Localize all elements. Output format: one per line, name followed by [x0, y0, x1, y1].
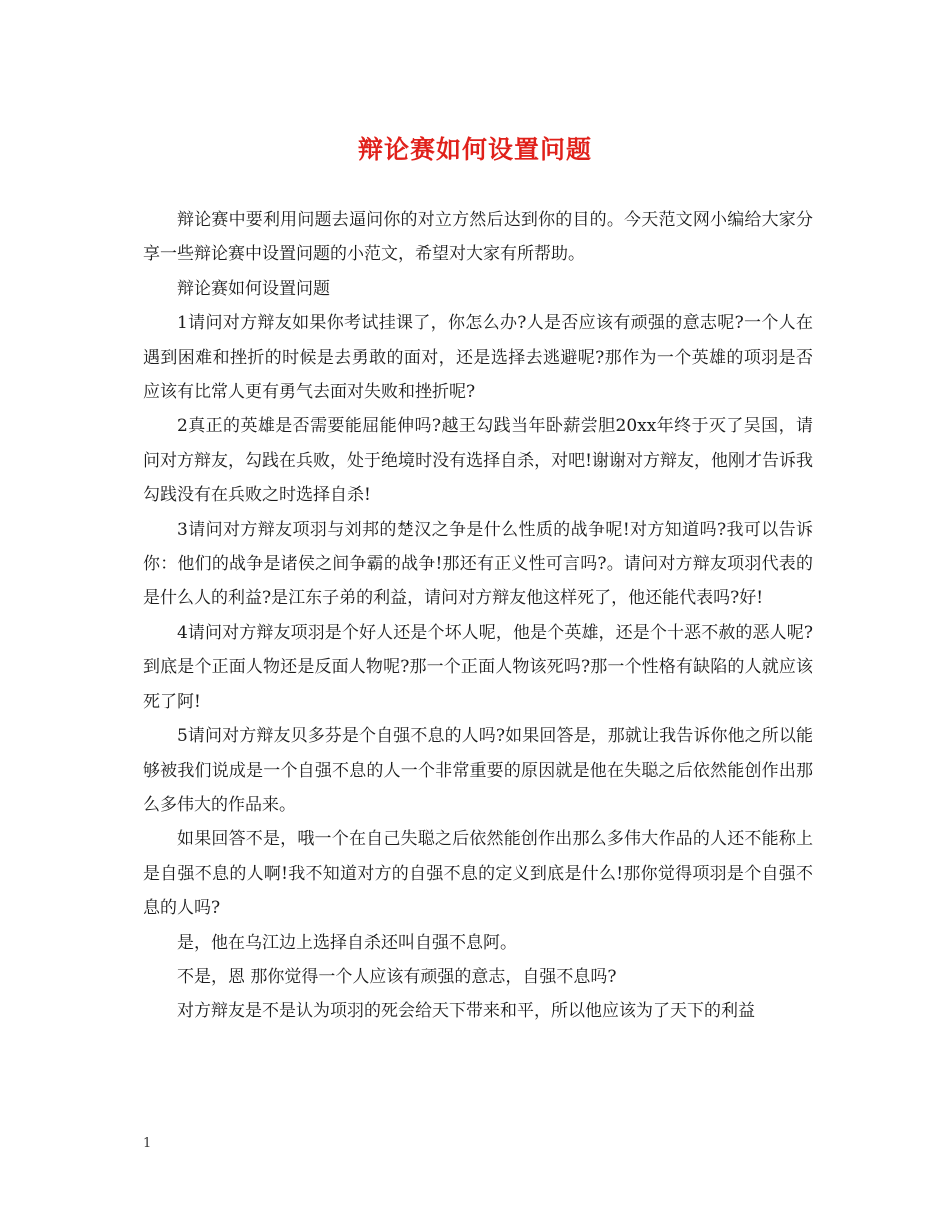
paragraph-question-1: 1请问对方辩友如果你考试挂课了，你怎么办?人是否应该有顽强的意志呢?一个人在遇到困难和挫折的时候是去勇敢的面对，还是选择去逃避呢?那作为一个英雄的项羽是否应该有比常人更有勇气去面对失败和挫折呢? [143, 313, 813, 403]
paragraph-answer-no: 如果回答不是，哦一个在自己失聪之后依然能创作出那么多伟大作品的人还不能称上是自强不息的人啊!我不知道对方的自强不息的定义到底是什么!那你觉得项羽是个自强不息的人吗? [143, 829, 813, 919]
paragraph-intro: 辩论赛中要利用问题去逼问你的对立方然后达到你的目的。今天范文网小编给大家分享一些辩论赛中设置问题的小范文，希望对大家有所帮助。 [143, 210, 813, 265]
paragraph-question-2: 2真正的英雄是否需要能屈能伸吗?越王勾践当年卧薪尝胆20xx年终于灭了吴国，请问对方辩友，勾践在兵败，处于绝境时没有选择自杀，对吧!谢谢对方辩友，他刚才告诉我勾践没有在兵败之时选择自杀! [143, 416, 813, 506]
paragraph-question-4: 4请问对方辩友项羽是个好人还是个坏人呢，他是个英雄，还是个十恶不赦的恶人呢?到底是个正面人物还是反面人物呢?那一个正面人物该死吗?那一个性格有缺陷的人就应该死了阿! [143, 622, 813, 712]
paragraph-answer-yes: 是，他在乌江边上选择自杀还叫自强不息阿。 [177, 932, 517, 953]
document-body [143, 203, 813, 1029]
paragraph-closing: 对方辩友是不是认为项羽的死会给天下带来和平，所以他应该为了天下的利益 [177, 1001, 755, 1022]
paragraph-subheading: 辩论赛如何设置问题 [177, 278, 330, 299]
paragraph-question-3: 3请问对方辩友项羽与刘邦的楚汉之争是什么性质的战争呢!对方知道吗?我可以告诉你：他们的战争是诸侯之间争霸的战争!那还有正义性可言吗?。请问对方辩友项羽代表的是什么人的利益?是江东子弟的利益，请问对方辩友他这样死了，他还能代表吗?好! [143, 519, 813, 609]
paragraph-follow-up: 不是，恩 那你觉得一个人应该有顽强的意志，自强不息吗? [177, 966, 617, 987]
document-title: 辩论赛如何设置问题 [357, 135, 592, 164]
paragraph-question-5: 5请问对方辩友贝多芬是个自强不息的人吗?如果回答是，那就让我告诉你他之所以能够被我们说成是一个自强不息的人一个非常重要的原因就是他在失聪之后依然能创作出那么多伟大的作品来。 [143, 726, 813, 815]
page-number: 1 [143, 1136, 152, 1151]
